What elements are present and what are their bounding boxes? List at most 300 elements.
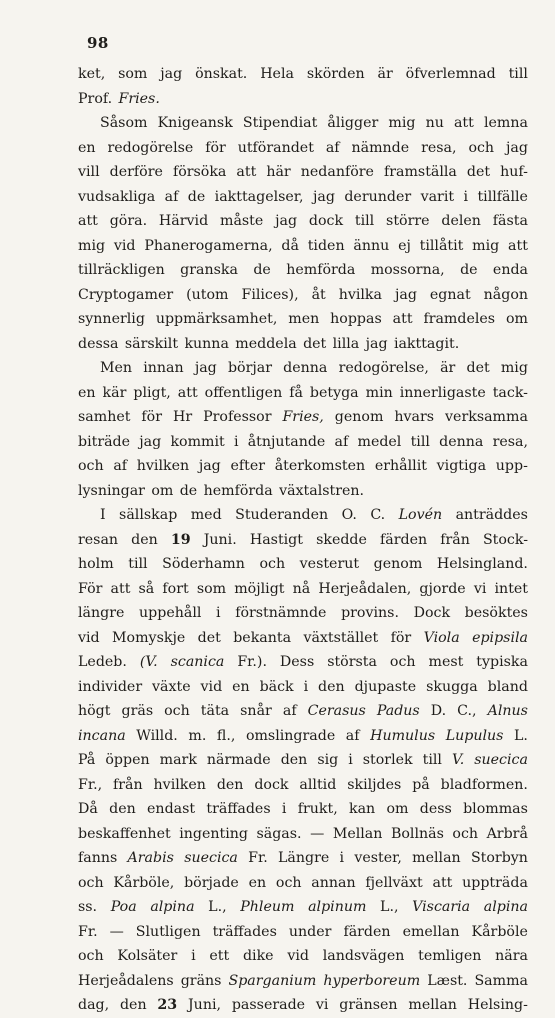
text-line — [78, 895, 528, 920]
word: Härvid — [158, 213, 209, 229]
word: Juni. — [203, 531, 237, 548]
word: åtnjutande — [247, 433, 326, 450]
word: Professor — [203, 409, 272, 425]
word: suecica — [184, 850, 238, 866]
word: särskilt — [124, 335, 179, 352]
word: Kårböle — [471, 923, 528, 940]
word: jag — [194, 360, 217, 376]
text-line — [78, 577, 528, 602]
word: uppehåll — [139, 605, 202, 621]
word: vi — [315, 997, 329, 1013]
word: På — [78, 752, 96, 768]
word: hoppas — [330, 311, 382, 327]
text-line — [78, 626, 528, 651]
word: fästa — [492, 213, 528, 229]
word: mark — [159, 752, 197, 768]
word: växtstället — [303, 629, 379, 646]
word: C., — [457, 703, 477, 719]
word: provins. — [341, 605, 399, 621]
word: nära — [495, 948, 528, 964]
word: Längre — [278, 850, 330, 866]
word: vid — [78, 629, 100, 646]
text-line — [78, 552, 528, 577]
word: Viola — [423, 629, 460, 646]
word: och — [389, 654, 416, 670]
word: medel — [357, 433, 402, 450]
word: L. — [514, 727, 528, 744]
body-text — [78, 62, 528, 1018]
word: delen — [441, 213, 481, 229]
word: vid — [200, 678, 223, 695]
word: samhet — [78, 409, 131, 425]
word: den — [109, 801, 136, 817]
text-line — [78, 234, 528, 259]
word: det — [466, 164, 491, 180]
word: men — [288, 311, 320, 327]
word: af — [113, 458, 128, 474]
text-line — [78, 650, 528, 675]
word: då — [281, 237, 299, 254]
word: Knigeansk — [157, 115, 233, 131]
word: största — [327, 654, 377, 670]
word: större — [386, 213, 430, 229]
word: en — [78, 384, 96, 401]
word: L., — [380, 899, 399, 915]
text-line — [78, 479, 528, 504]
word: växtalstren. — [279, 482, 365, 499]
text-line — [78, 111, 528, 136]
text-line — [78, 601, 528, 626]
word: varit — [420, 188, 455, 205]
word: Fr.). — [237, 654, 267, 670]
word: jag — [198, 458, 221, 474]
word: meddela — [235, 335, 297, 352]
word: Lovén — [398, 507, 443, 523]
word: Willd. — [136, 727, 178, 744]
word: Cerasus — [307, 703, 366, 719]
word: nu — [425, 115, 444, 131]
word: möjligt — [234, 580, 285, 597]
word: bäck — [259, 678, 294, 695]
word: få — [289, 384, 303, 401]
word: här — [266, 164, 291, 180]
text-line — [78, 528, 528, 553]
word: af — [282, 703, 297, 719]
text-line — [78, 185, 528, 210]
word: ingenting — [179, 825, 248, 842]
word: under — [288, 923, 332, 940]
word: Padus — [376, 703, 420, 719]
word: 23 — [157, 997, 178, 1013]
text-line — [78, 209, 528, 234]
word: den — [280, 752, 308, 768]
text-line — [78, 62, 528, 87]
word: granska — [180, 262, 238, 278]
word: i — [348, 752, 353, 768]
text-line — [78, 136, 528, 161]
word: nämnde — [351, 139, 410, 156]
word: offentligen — [204, 384, 283, 401]
word: Sparganium — [228, 972, 317, 989]
word: intet — [494, 580, 528, 597]
word: och — [78, 458, 104, 474]
word: bladformen. — [440, 776, 528, 793]
word: till — [128, 556, 148, 572]
word: lemna — [483, 115, 528, 131]
word: högt — [78, 703, 111, 719]
word: C. — [370, 507, 386, 523]
word: jag — [275, 213, 298, 229]
word: suecica — [474, 752, 528, 768]
word: jag — [139, 433, 162, 450]
word: — — [109, 923, 124, 940]
word: storlek — [362, 752, 413, 768]
word: Helsingland. — [436, 556, 528, 572]
word: alpina — [150, 899, 195, 915]
word: Momyskje — [112, 629, 186, 646]
word: Poa — [110, 899, 137, 915]
word: nedanföre — [300, 164, 374, 180]
word: snår — [240, 703, 272, 719]
word: betyga — [309, 384, 359, 401]
word: dock — [308, 213, 344, 229]
word: nå — [292, 580, 311, 597]
word: Hela — [260, 66, 294, 82]
word: ket, — [78, 66, 106, 82]
word: omslingrade — [245, 727, 336, 744]
text-line — [78, 871, 528, 896]
word: verksamma — [445, 409, 528, 425]
text-line — [78, 944, 528, 969]
word: annan — [311, 874, 356, 891]
word: och — [78, 948, 104, 964]
word: egnat — [429, 286, 471, 303]
word: denna — [283, 360, 328, 376]
word: hemförda — [286, 262, 356, 278]
word: synnerlig — [78, 311, 145, 327]
word: vester, — [354, 850, 402, 866]
word: tillåtit — [419, 237, 464, 254]
text-line — [78, 724, 528, 749]
word: typiska — [476, 654, 528, 670]
word: framdeles — [423, 311, 496, 327]
text-line — [78, 822, 528, 847]
text-line — [78, 748, 528, 773]
word: emellan — [402, 923, 460, 940]
word: Storbyn — [470, 850, 528, 866]
word: kan — [349, 801, 376, 817]
word: upp- — [495, 458, 528, 474]
word: incana — [78, 727, 126, 744]
word: åligger — [327, 115, 379, 131]
word: försöka — [172, 164, 227, 180]
word: Men — [100, 360, 133, 376]
word: För — [78, 580, 103, 597]
text-line — [78, 160, 528, 185]
word: Då — [78, 801, 98, 817]
word: besöktes — [464, 605, 528, 621]
word: den — [216, 776, 244, 793]
word: till — [410, 433, 430, 450]
word: en — [232, 678, 250, 695]
text-line — [78, 846, 528, 871]
word: i — [339, 850, 345, 866]
word: resa, — [421, 139, 457, 156]
word: på — [412, 776, 430, 793]
word: dike — [242, 948, 274, 964]
word: hvilken — [136, 458, 190, 474]
word: om — [151, 482, 174, 499]
word: lilla — [332, 335, 360, 352]
text-line — [78, 430, 528, 455]
word: 19 — [170, 531, 191, 548]
word: derföre — [109, 164, 163, 180]
word: Læst. — [427, 972, 468, 989]
word: ett — [209, 948, 230, 964]
text-line — [78, 503, 528, 528]
text-line — [78, 283, 528, 308]
word: L., — [208, 899, 227, 915]
word: bekanta — [233, 629, 292, 646]
word: att — [508, 237, 528, 254]
word: fanns — [78, 850, 118, 866]
word: af — [345, 727, 360, 744]
word: så — [138, 580, 155, 597]
word: Juni, — [188, 997, 222, 1013]
word: passerade — [231, 997, 306, 1013]
word: Helsing- — [467, 997, 528, 1013]
text-line — [78, 405, 528, 430]
word: för — [205, 139, 226, 156]
word: epipsila — [472, 629, 528, 646]
word: Studeranden — [235, 507, 329, 523]
word: djupaste — [354, 678, 417, 695]
word: att — [392, 311, 413, 327]
word: Lupulus — [445, 727, 504, 744]
word: vi — [473, 580, 487, 597]
word: skörden — [306, 66, 365, 82]
word: närmade — [206, 752, 271, 768]
word: enda — [492, 262, 528, 278]
text-line — [78, 699, 528, 724]
word: och — [275, 874, 302, 891]
word: alltid — [299, 776, 337, 793]
text-line — [78, 332, 528, 357]
word: innan — [143, 360, 184, 376]
word: genom — [334, 409, 384, 425]
word: Mellan — [332, 825, 383, 842]
word: ej — [398, 237, 411, 254]
word: skugga — [426, 678, 478, 695]
word: mig — [500, 360, 528, 376]
word: holm — [78, 556, 114, 572]
word: som — [118, 66, 148, 82]
word: fort — [162, 580, 189, 597]
word: jag — [365, 335, 388, 352]
word: hvilka — [338, 286, 382, 303]
word: vid — [287, 948, 309, 964]
word: tillfälle — [477, 188, 528, 205]
word: träffades — [212, 923, 277, 940]
word: Söderhamn — [162, 556, 245, 572]
word: för — [141, 409, 162, 425]
word: ännu — [353, 237, 390, 254]
text-line — [78, 258, 528, 283]
word: biträde — [78, 433, 131, 450]
word: Fries, — [282, 409, 324, 425]
word: Samma — [474, 972, 528, 989]
word: började — [184, 874, 239, 891]
word: att — [432, 874, 453, 891]
word: blommas — [463, 801, 528, 817]
page-number: 98 — [87, 34, 109, 52]
word: att — [453, 115, 474, 131]
text-line — [78, 675, 528, 700]
word: Fries. — [118, 90, 160, 107]
word: Fr. — [248, 850, 268, 866]
word: min — [365, 384, 393, 401]
text-line — [78, 87, 528, 112]
word: om — [386, 801, 409, 817]
word: och — [78, 874, 104, 891]
word: Herjeådalens — [78, 972, 174, 989]
word: i — [303, 678, 309, 695]
word: de — [179, 482, 198, 499]
word: bland — [487, 678, 528, 695]
word: alpina — [483, 899, 528, 915]
word: tiden — [307, 237, 345, 254]
word: iakttagelser, — [214, 188, 304, 205]
word: gränsen — [339, 997, 398, 1013]
word: som — [196, 580, 227, 597]
text-line — [78, 356, 528, 381]
word: dessa — [78, 335, 119, 352]
word: scanica — [170, 654, 225, 670]
word: (V. — [139, 654, 158, 670]
word: iakttagit. — [393, 335, 460, 352]
word: att — [177, 384, 198, 401]
word: öppen — [105, 752, 150, 768]
word: i — [216, 605, 221, 621]
word: temligen — [418, 948, 482, 964]
word: (utom — [186, 286, 229, 303]
word: hemförda — [203, 482, 273, 499]
word: med — [190, 507, 222, 523]
word: i — [191, 948, 196, 964]
word: Arbrå — [486, 825, 528, 842]
word: träffades — [206, 801, 271, 817]
text-line — [78, 797, 528, 822]
word: från — [440, 531, 470, 548]
word: Ledeb. — [78, 654, 127, 670]
word: till — [354, 213, 375, 229]
word: fl., — [216, 727, 236, 744]
word: genom — [373, 556, 423, 572]
text-line — [78, 773, 528, 798]
word: af — [325, 139, 340, 156]
word: och — [259, 556, 286, 572]
word: vid — [113, 237, 136, 254]
word: göra. — [109, 213, 148, 229]
word: återkomsten — [274, 458, 366, 474]
word: sig — [317, 752, 339, 768]
word: för — [390, 629, 412, 646]
word: Herjeådalen, — [318, 580, 412, 597]
word: Bollnäs — [390, 825, 444, 842]
word: Fr. — [78, 923, 98, 940]
text-line — [78, 969, 528, 994]
word: dess — [419, 801, 452, 817]
word: skiljdes — [347, 776, 402, 793]
word: hvars — [394, 409, 435, 425]
word: uppträda — [462, 874, 528, 891]
word: mig — [472, 237, 500, 254]
word: täta — [200, 703, 230, 719]
word: denna — [439, 433, 484, 450]
word: att — [236, 164, 257, 180]
word: alpinum — [308, 899, 367, 915]
word: resa, — [492, 433, 528, 450]
word: och — [468, 139, 495, 156]
word: af — [164, 188, 179, 205]
word: det — [466, 360, 490, 376]
word: Kolsäter — [117, 948, 178, 964]
word: den — [131, 531, 158, 548]
word: jag — [394, 286, 417, 303]
word: Hastigt — [249, 531, 303, 548]
word: — — [310, 825, 325, 842]
word: den — [119, 997, 147, 1013]
word: Viscaria — [412, 899, 471, 915]
word: färden — [343, 923, 391, 940]
word: förstnämnde — [235, 605, 327, 621]
word: O. — [341, 507, 357, 523]
word: Stock- — [482, 531, 528, 548]
word: jag — [160, 66, 183, 82]
word: Arabis — [127, 850, 174, 866]
word: Prof. — [78, 90, 113, 107]
word: vigtiga — [436, 458, 487, 474]
word: frukt, — [297, 801, 338, 817]
word: en — [248, 874, 267, 891]
word: Såsom — [100, 115, 148, 131]
word: tillräckligen — [78, 262, 165, 278]
word: vesterut — [299, 556, 360, 572]
word: landsvägen — [322, 948, 405, 964]
word: och — [452, 825, 479, 842]
word: i — [233, 433, 239, 450]
word: jag — [505, 139, 528, 156]
text-line — [78, 454, 528, 479]
word: de — [460, 262, 478, 278]
word: Fr., — [78, 776, 103, 793]
word: någon — [483, 286, 528, 303]
word: att — [78, 213, 98, 229]
word: sällskap — [119, 507, 178, 523]
word: gjorde — [419, 580, 466, 597]
word: Slutligen — [135, 923, 201, 940]
word: uppmärksamhet, — [155, 311, 278, 327]
word: börjar — [227, 360, 272, 376]
word: framställa — [383, 164, 457, 180]
word: pligt, — [133, 384, 171, 401]
word: att — [110, 580, 131, 597]
word: Dock — [413, 605, 451, 621]
word: längre — [78, 605, 125, 621]
word: m. — [188, 727, 207, 744]
word: huf- — [500, 164, 528, 180]
word: i — [463, 188, 469, 205]
